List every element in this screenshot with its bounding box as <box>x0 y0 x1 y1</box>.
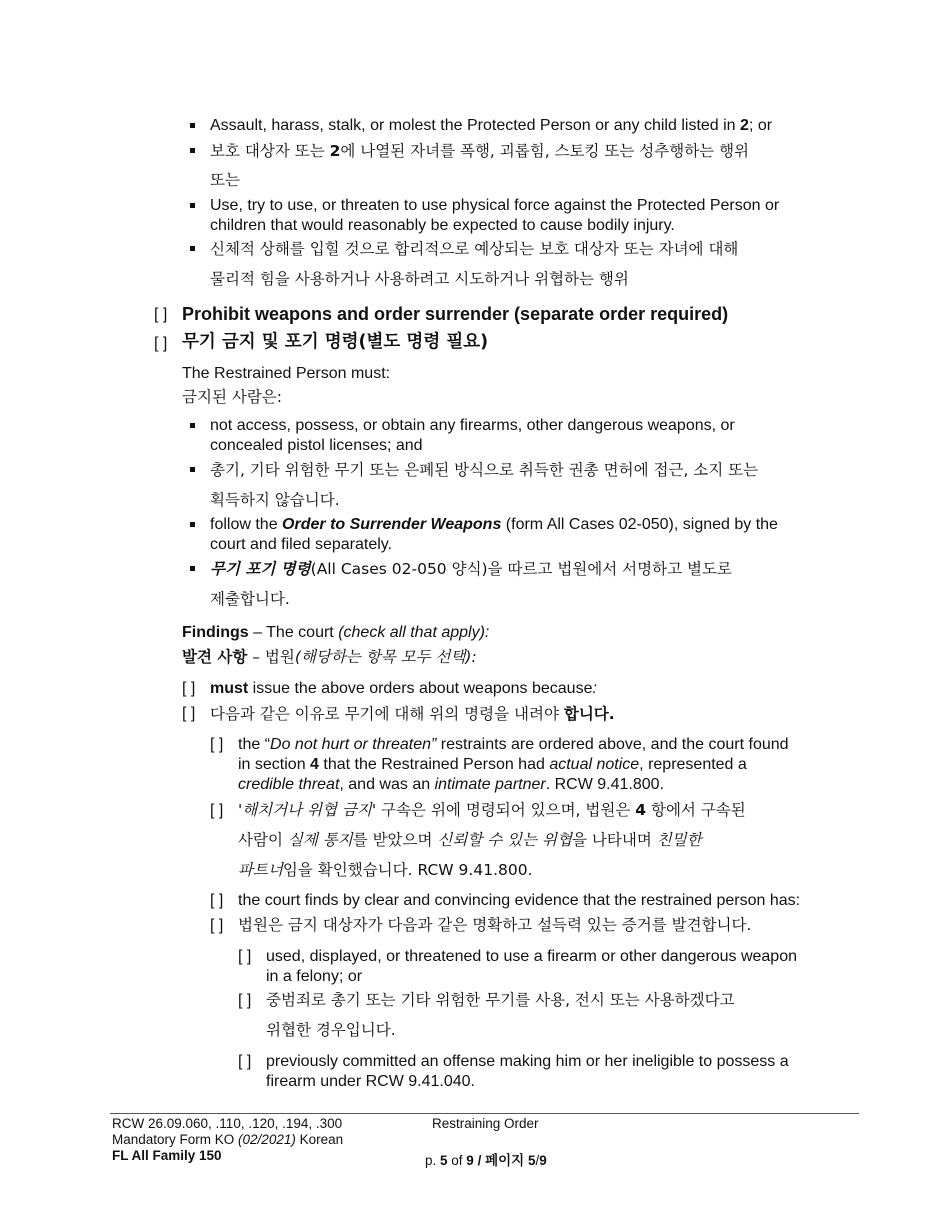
reason1-en-line3 <box>238 775 664 795</box>
checkbox-reason1-en[interactable]: [ ] <box>210 736 224 753</box>
term: actual notice <box>549 756 640 773</box>
reason2-en: the court finds by clear and convincing evidence that the restrained person has: <box>238 892 801 909</box>
restraint-name: 해치거나 위협 금지 <box>242 801 372 819</box>
bullet-surrender-ko <box>210 559 732 579</box>
checkbox-weapons-en[interactable]: [ ] <box>154 306 168 323</box>
section-ref: 4 <box>310 756 319 773</box>
text: follow the <box>210 516 283 533</box>
checkbox-sub2-en[interactable]: [ ] <box>238 1053 252 1070</box>
section-ref: 2 <box>329 142 341 160</box>
text: (form All Cases 02-050), signed by the <box>501 516 778 533</box>
checkbox-sub1-en[interactable]: [ ] <box>238 948 252 965</box>
text: , and was an <box>339 776 435 793</box>
text: ; or <box>748 117 773 134</box>
footer-form-id: FL All Family 150 <box>112 1148 222 1163</box>
section-ref: 2 <box>740 117 749 134</box>
text: Assault, harass, stalk, or molest the Protected Person or any child listed in <box>210 117 741 134</box>
checkbox-sub1-ko[interactable]: [ ] <box>238 992 252 1009</box>
text: Korean <box>295 1132 344 1147</box>
page-total: 9 <box>539 1153 547 1168</box>
bullet-force-en: Use, try to use, or threaten to use physical force against the Protected Person or <box>210 197 780 214</box>
reason1-ko-line2 <box>238 830 702 850</box>
reason1-ko-line3 <box>238 860 533 880</box>
bullet-force-ko: 신체적 상해를 입힐 것으로 합리적으로 예상되는 보호 대상자 또는 자녀에 대해 <box>210 240 739 258</box>
section-ref: 4 <box>635 801 647 819</box>
bullet-assault-ko-line2: 또는 <box>210 171 240 189</box>
page-total: 9 <box>466 1153 474 1168</box>
instruction: (해당하는 항목 모두 선택): <box>294 648 477 666</box>
bullet-no-firearms-ko: 총기, 기타 위험한 무기 또는 은폐된 방식으로 취득한 권총 면허에 접근, 소지 또는 <box>210 461 759 479</box>
findings-label: 발견 사항 <box>182 648 248 666</box>
text: p. <box>425 1153 441 1168</box>
checkbox-weapons-ko[interactable]: [ ] <box>154 335 168 352</box>
checkbox-must-en[interactable]: [ ] <box>182 680 196 697</box>
text: 를 받았으며 <box>352 831 438 849</box>
term: 실제 통지 <box>287 831 353 849</box>
bullet-no-firearms-en: not access, possess, or obtain any firearms, other dangerous weapons, or <box>210 417 735 434</box>
text: 항에서 구속된 <box>646 801 746 819</box>
text: : <box>592 680 597 697</box>
footer-title: Restraining Order <box>432 1116 539 1131</box>
weapons-heading-en: Prohibit weapons and order surrender (separate order required) <box>182 304 729 324</box>
bullet-no-firearms-en-line2: concealed pistol licenses; and <box>210 437 423 454</box>
page-current: 5 <box>440 1153 448 1168</box>
text: Mandatory Form KO <box>112 1132 239 1147</box>
must-issue-en <box>210 679 597 699</box>
text: 을 나타내며 <box>572 831 657 849</box>
text: ' 구속은 위에 명령되어 있으며, 법원은 <box>371 801 636 819</box>
text: 임을 확인했습니다. RCW 9.41.800. <box>282 861 533 879</box>
bullet-assault-ko <box>210 141 749 161</box>
weapons-heading-ko: 무기 금지 및 포기 명령(별도 명령 필요) <box>182 332 489 352</box>
checkbox-reason2-en[interactable]: [ ] <box>210 892 224 909</box>
footer-page-number <box>425 1153 547 1169</box>
sub2-en-line1: previously committed an offense making him or her ineligible to possess a <box>266 1053 789 1070</box>
bullet-no-firearms-ko-line2: 획득하지 않습니다. <box>210 491 340 509</box>
text: 보호 대상자 또는 <box>210 142 330 160</box>
text: (All Cases 02-050 양식)을 따르고 법원에서 서명하고 별도로 <box>310 560 732 578</box>
term: 파트너 <box>238 861 283 879</box>
sub1-ko-line2: 위협한 경우입니다. <box>266 1021 396 1039</box>
reason2-ko: 법원은 금지 대상자가 다음과 같은 명확하고 설득력 있는 증거를 발견합니다. <box>238 916 752 934</box>
order-title: Order to Surrender Weapons <box>282 516 502 533</box>
sub1-en-line1: used, displayed, or threatened to use a firearm or other dangerous weapon <box>266 948 797 965</box>
text: of <box>447 1153 467 1168</box>
restraint-name: Do not hurt or threaten” <box>270 736 437 753</box>
bullet-surrender-en-line2: court and filed separately. <box>210 536 393 553</box>
reason1-ko-line1 <box>238 800 746 820</box>
bullet-force-ko-line2: 물리적 힘을 사용하거나 사용하려고 시도하거나 위협하는 행위 <box>210 270 629 288</box>
text: / 페이지 <box>473 1153 528 1168</box>
instruction: (check all that apply): <box>338 624 490 641</box>
text: / <box>535 1153 540 1168</box>
emphasis: must <box>210 680 249 697</box>
order-title: 무기 포기 명령 <box>210 560 311 578</box>
text: that the Restrained Person had <box>318 756 550 773</box>
footer-rcw: RCW 26.09.060, .110, .120, .194, .300 <box>112 1116 343 1131</box>
text: issue the above orders about weapons because <box>248 680 593 697</box>
sub1-en-line2: in a felony; or <box>266 968 363 985</box>
bullet-force-en-line2: children that would reasonably be expected to cause bodily injury. <box>210 217 675 234</box>
bullet-assault-en <box>210 116 772 136</box>
text: ' <box>238 801 243 819</box>
text: , represented a <box>639 756 747 773</box>
sub1-ko-line1: 중범죄로 총기 또는 기타 위험한 무기를 사용, 전시 또는 사용하겠다고 <box>266 991 735 1009</box>
findings-label: Findings <box>182 624 249 641</box>
text: in section <box>238 756 311 773</box>
checkbox-reason2-ko[interactable]: [ ] <box>210 917 224 934</box>
findings-en <box>182 623 489 643</box>
page-current: 5 <box>527 1153 536 1168</box>
bullet-surrender-ko-line2: 제출합니다. <box>210 590 290 608</box>
text: – The court <box>248 624 339 641</box>
checkbox-must-ko[interactable]: [ ] <box>182 705 196 722</box>
form-date: (02/2021) <box>238 1132 296 1147</box>
sub2-en-line2: firearm under RCW 9.41.040. <box>266 1073 475 1090</box>
term: 친밀한 <box>656 831 702 849</box>
restrained-person-ko: 금지된 사람은: <box>182 388 282 406</box>
restrained-person-en: The Restrained Person must: <box>182 365 391 382</box>
text: restraints are ordered above, and the court found <box>436 736 789 753</box>
emphasis: 합니다. <box>563 705 615 723</box>
term: intimate partner <box>434 776 546 793</box>
text: 다음과 같은 이유로 무기에 대해 위의 명령을 내려야 <box>210 705 564 723</box>
checkbox-reason1-ko[interactable]: [ ] <box>210 802 224 819</box>
bullet-surrender-en <box>210 515 778 535</box>
footer-form <box>112 1132 343 1148</box>
term: credible threat <box>238 776 340 793</box>
text: – 법원 <box>247 648 295 666</box>
text: 사람이 <box>238 831 288 849</box>
text: . RCW 9.41.800. <box>545 776 665 793</box>
must-issue-ko <box>210 704 615 724</box>
footer-divider <box>110 1113 859 1114</box>
text: 에 나열된 자녀를 폭행, 괴롭힘, 스토킹 또는 성추행하는 행위 <box>340 142 750 160</box>
term: 신뢰할 수 있는 위협 <box>437 831 572 849</box>
reason1-en-line1 <box>238 735 789 755</box>
text: the “ <box>238 736 271 753</box>
findings-ko <box>182 647 477 667</box>
reason1-en-line2 <box>238 755 747 775</box>
